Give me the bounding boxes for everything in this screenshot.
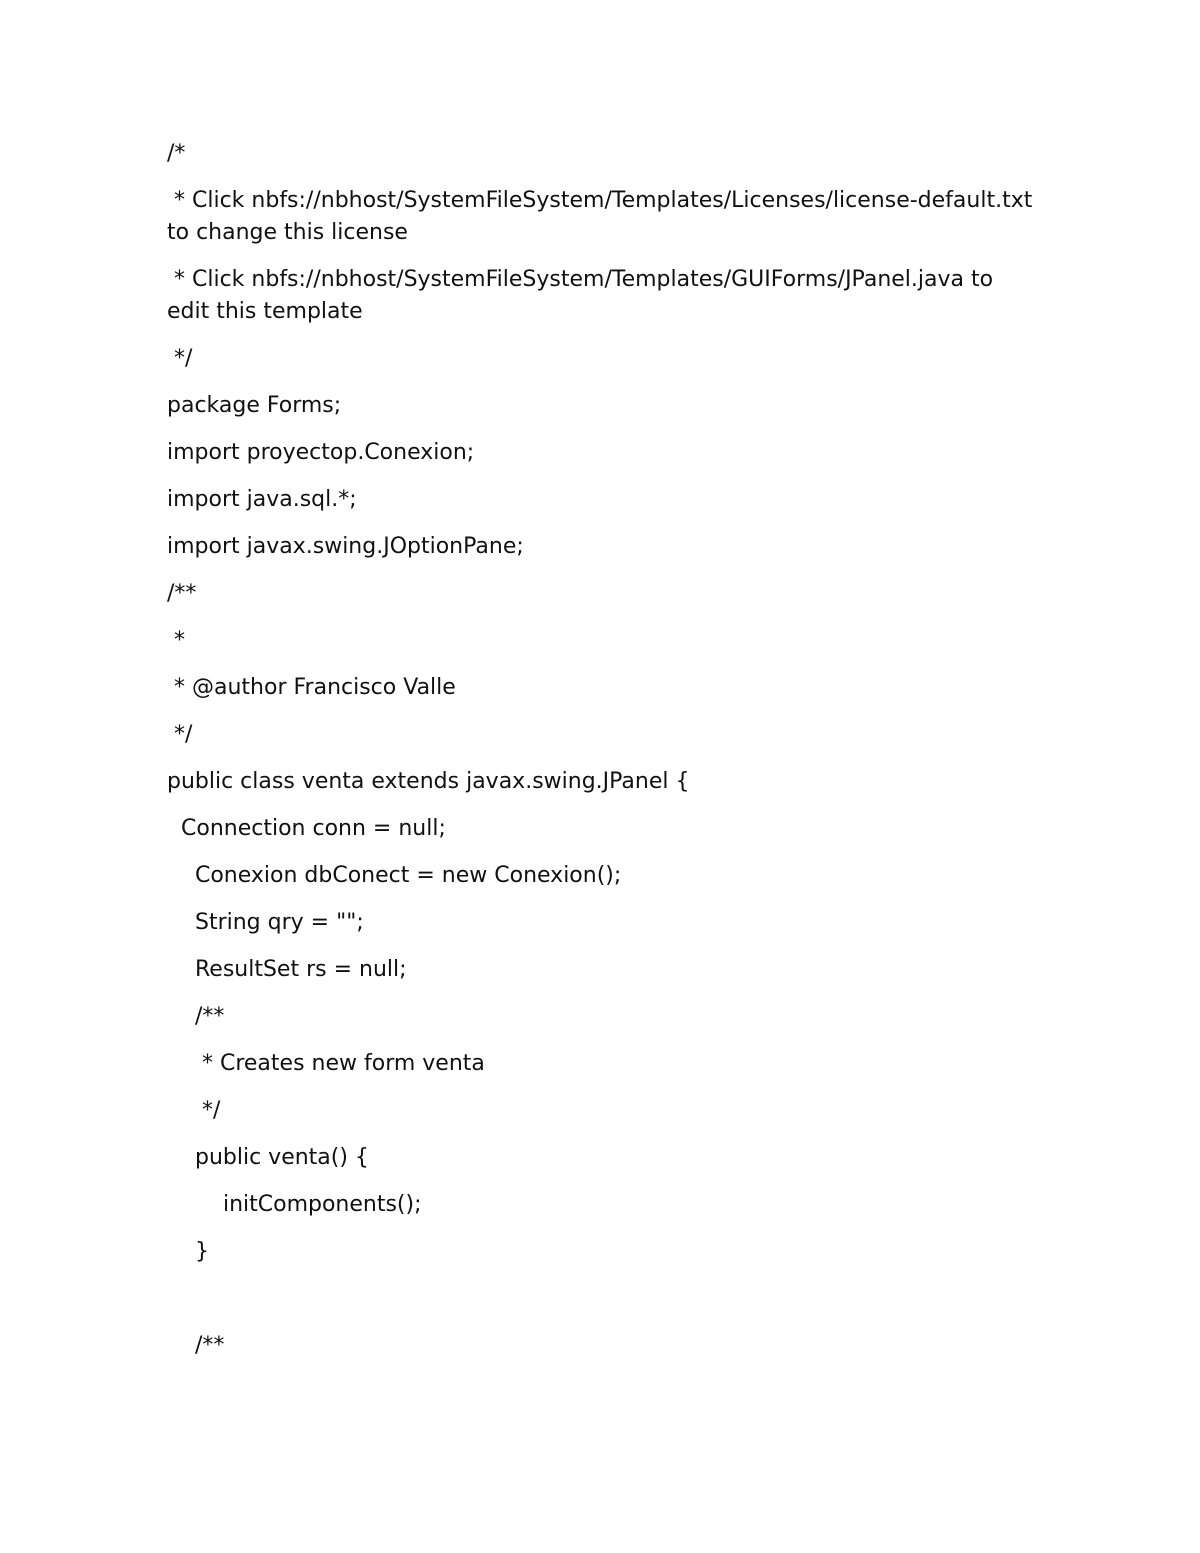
code-line: * Creates new form venta	[167, 1051, 485, 1076]
code-line: /*	[167, 141, 186, 166]
code-line: ResultSet rs = null;	[167, 957, 407, 982]
code-line: import proyectop.Conexion;	[167, 440, 475, 465]
code-line: * @author Francisco Valle	[167, 675, 456, 700]
code-line: */	[167, 722, 193, 747]
blank-line	[167, 1283, 1037, 1315]
code-line: Connection conn = null;	[167, 816, 446, 841]
code-line: */	[167, 1098, 221, 1123]
code-line: * Click nbfs://nbhost/SystemFileSystem/Templates/GUIForms/JPanel.java to edit this template	[167, 267, 1001, 324]
code-line: *	[167, 628, 185, 653]
code-line: import javax.swing.JOptionPane;	[167, 534, 524, 559]
code-line: Conexion dbConect = new Conexion();	[167, 863, 622, 888]
code-line: String qry = "";	[167, 910, 364, 935]
code-line: }	[167, 1239, 209, 1264]
code-line: */	[167, 346, 193, 371]
code-line: import java.sql.*;	[167, 487, 357, 512]
code-listing	[167, 138, 1040, 1377]
code-line: * Click nbfs://nbhost/SystemFileSystem/Templates/Licenses/license-default.txt to change this license	[167, 188, 1040, 245]
code-line: package Forms;	[167, 393, 342, 418]
code-line: /**	[167, 581, 197, 606]
code-line: /**	[167, 1333, 225, 1358]
code-line: public venta() {	[167, 1145, 369, 1170]
code-line: public class venta extends javax.swing.JPanel {	[167, 769, 690, 794]
code-line: /**	[167, 1004, 225, 1029]
code-line: initComponents();	[167, 1192, 422, 1217]
